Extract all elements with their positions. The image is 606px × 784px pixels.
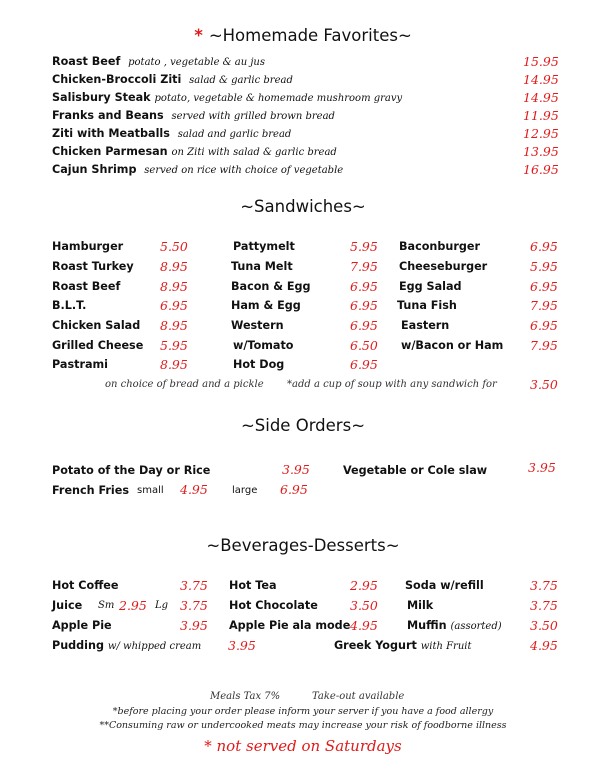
- bev-milk-price: 3.75: [530, 598, 558, 613]
- item-price: 11.95: [523, 108, 559, 123]
- sandwich-price: 7.95: [350, 259, 378, 274]
- item-price: 14.95: [523, 90, 559, 105]
- menu-item: [52, 73, 293, 86]
- side-fries-label: French Fries: [52, 484, 130, 497]
- side-veg-price: 3.95: [528, 460, 556, 475]
- sandwich-name: Pastrami: [52, 358, 109, 371]
- item-name: Greek Yogurt: [334, 639, 417, 652]
- sandwich-name: Western: [231, 319, 284, 332]
- item-desc: salad & garlic bread: [189, 75, 293, 86]
- bev-juice-lg-label: Lg: [155, 600, 169, 611]
- sandwich-name: Cheeseburger: [399, 260, 488, 273]
- item-name: Roast Beef: [52, 55, 121, 68]
- bev-greek-yogurt-price: 4.95: [530, 638, 558, 653]
- item-desc: (assorted): [450, 621, 502, 632]
- item-price: 14.95: [523, 72, 559, 87]
- bev-soda-price: 3.75: [530, 578, 558, 593]
- footer-saturday: * not served on Saturdays: [204, 737, 402, 755]
- sandwich-name: Grilled Cheese: [52, 339, 144, 352]
- sandwich-price: 5.95: [160, 338, 188, 353]
- sandwich-price: 6.95: [350, 318, 378, 333]
- item-desc: on Ziti with salad & garlic bread: [171, 147, 337, 158]
- bev-hot-chocolate: Hot Chocolate: [229, 599, 318, 612]
- bev-hot-coffee-price: 3.75: [180, 578, 208, 593]
- sandwich-bread-note: on choice of bread and a pickle: [105, 379, 264, 390]
- sandwich-price: 7.95: [530, 298, 558, 313]
- sandwich-price: 5.95: [530, 259, 558, 274]
- sandwich-price: 6.95: [530, 318, 558, 333]
- sandwiches-heading: ~Sandwiches~: [240, 197, 366, 216]
- sandwich-price: 8.95: [160, 357, 188, 372]
- item-desc: potato , vegetable & au jus: [128, 57, 265, 68]
- sandwich-soup-note: *add a cup of soup with any sandwich for: [287, 379, 497, 390]
- menu-item: [52, 127, 291, 140]
- bev-pie-ala-mode: Apple Pie ala mode: [229, 619, 351, 632]
- sandwich-name: Chicken Salad: [52, 319, 141, 332]
- item-desc: served with grilled brown bread: [171, 111, 335, 122]
- sandwich-name: Tuna Melt: [231, 260, 293, 273]
- sandwich-price: 8.95: [160, 259, 188, 274]
- bev-apple-pie-price: 3.95: [180, 618, 208, 633]
- bev-apple-pie: Apple Pie: [52, 619, 112, 632]
- item-name: Salisbury Steak: [52, 91, 151, 104]
- soup-price: 3.50: [530, 377, 558, 392]
- bev-juice-sm-label: Sm: [98, 600, 115, 611]
- sandwich-price: 6.95: [350, 298, 378, 313]
- menu-item: [52, 109, 335, 122]
- side-potato-price: 3.95: [282, 462, 310, 477]
- side-potato-label: Potato of the Day or Rice: [52, 464, 211, 477]
- item-price: 12.95: [523, 126, 559, 141]
- sandwich-name: Bacon & Egg: [231, 280, 311, 293]
- sandwich-price: 5.95: [350, 239, 378, 254]
- sides-heading: ~Side Orders~: [240, 416, 366, 435]
- bev-pudding: [52, 639, 201, 652]
- bev-hot-tea-price: 2.95: [350, 578, 378, 593]
- item-name: Ziti with Meatballs: [52, 127, 170, 140]
- sandwich-price: 6.95: [350, 357, 378, 372]
- menu-item: [52, 91, 402, 104]
- item-price: 15.95: [523, 54, 559, 69]
- item-desc: w/ whipped cream: [107, 641, 202, 652]
- bev-juice-lg-price: 3.75: [180, 598, 208, 613]
- sandwich-price: 6.95: [530, 239, 558, 254]
- sandwich-name: Egg Salad: [399, 280, 462, 293]
- menu-item: [52, 163, 343, 176]
- beverages-heading: ~Beverages-Desserts~: [206, 536, 400, 555]
- footer-allergy: *before placing your order please inform your server if you have a food allergy: [112, 706, 494, 717]
- bev-muffin: [407, 619, 502, 632]
- bev-juice-sm-price: 2.95: [119, 598, 147, 613]
- side-small-label: small: [137, 485, 164, 496]
- item-desc: with Fruit: [420, 641, 472, 652]
- side-small-price: 4.95: [180, 482, 208, 497]
- bev-milk: Milk: [407, 599, 434, 612]
- sandwich-price: 6.95: [160, 298, 188, 313]
- footer-raw: **Consuming raw or undercooked meats may increase your risk of foodborne illness: [99, 720, 507, 731]
- sandwich-name: Ham & Egg: [231, 299, 301, 312]
- bev-pudding-price: 3.95: [228, 638, 256, 653]
- side-veg-label: Vegetable or Cole slaw: [343, 464, 488, 477]
- bev-soda: Soda w/refill: [405, 579, 484, 592]
- item-name: Pudding: [52, 639, 104, 652]
- item-price: 16.95: [523, 162, 559, 177]
- bev-juice: Juice: [52, 599, 83, 612]
- sandwich-name: Roast Beef: [52, 280, 121, 293]
- bev-hot-chocolate-price: 3.50: [350, 598, 378, 613]
- side-large-price: 6.95: [280, 482, 308, 497]
- item-desc: potato, vegetable & homemade mushroom gravy: [154, 93, 403, 104]
- homemade-star: *: [194, 26, 203, 45]
- item-desc: served on rice with choice of vegetable: [144, 165, 344, 176]
- sandwich-name: B.L.T.: [52, 299, 87, 312]
- side-large-label: large: [232, 485, 258, 496]
- homemade-heading: [0, 26, 606, 45]
- bev-hot-coffee: Hot Coffee: [52, 579, 119, 592]
- item-name: Cajun Shrimp: [52, 163, 137, 176]
- sandwich-name: w/Bacon or Ham: [401, 339, 504, 352]
- footer-tax: Meals Tax 7%: [210, 691, 281, 702]
- sandwich-name: Roast Turkey: [52, 260, 134, 273]
- sandwich-name: Baconburger: [399, 240, 480, 253]
- item-name: Chicken Parmesan: [52, 145, 168, 158]
- sandwich-price: 6.95: [350, 279, 378, 294]
- sandwich-name: Hot Dog: [233, 358, 285, 371]
- sandwich-price: 6.50: [350, 338, 378, 353]
- sandwich-price: 7.95: [530, 338, 558, 353]
- sandwich-name: Hamburger: [52, 240, 124, 253]
- bev-muffin-price: 3.50: [530, 618, 558, 633]
- bev-greek-yogurt: [334, 639, 472, 652]
- menu-item: [52, 55, 265, 68]
- item-name: Chicken-Broccoli Ziti: [52, 73, 182, 86]
- sandwich-name: Tuna Fish: [397, 299, 457, 312]
- sandwich-price: 5.50: [160, 239, 188, 254]
- sandwich-name: Pattymelt: [233, 240, 295, 253]
- sandwich-name: Eastern: [401, 319, 450, 332]
- sandwich-price: 8.95: [160, 279, 188, 294]
- homemade-title: ~Homemade Favorites~: [208, 26, 412, 45]
- item-price: 13.95: [523, 144, 559, 159]
- bev-pie-ala-mode-price: 4.95: [350, 618, 378, 633]
- item-name: Franks and Beans: [52, 109, 164, 122]
- footer-takeout: Take-out available: [312, 691, 405, 702]
- bev-hot-tea: Hot Tea: [229, 579, 277, 592]
- sandwich-name: w/Tomato: [233, 339, 294, 352]
- item-desc: salad and garlic bread: [177, 129, 292, 140]
- item-name: Muffin: [407, 619, 447, 632]
- sandwich-price: 6.95: [530, 279, 558, 294]
- sandwich-price: 8.95: [160, 318, 188, 333]
- menu-item: [52, 145, 337, 158]
